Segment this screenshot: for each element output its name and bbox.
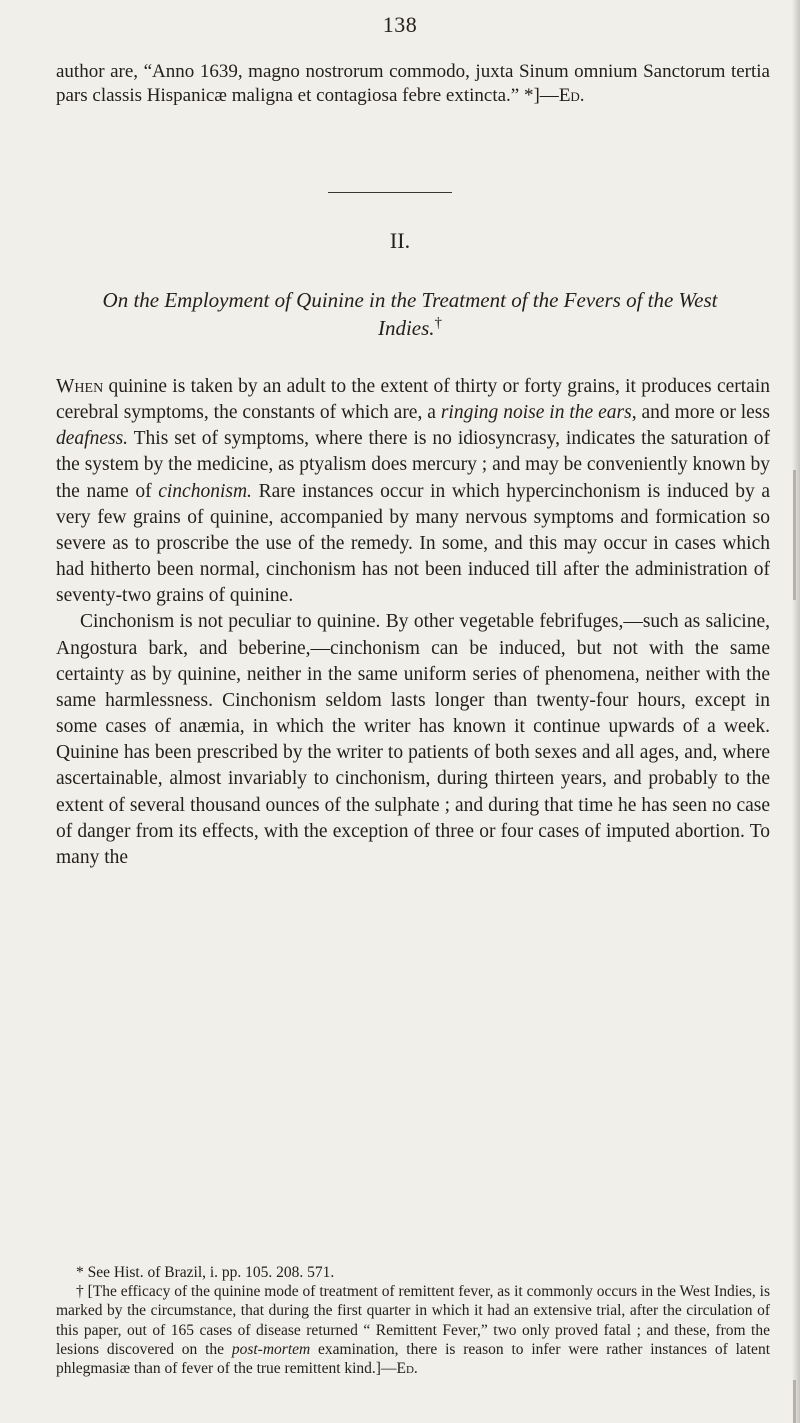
scan-edge-mark — [793, 1380, 796, 1423]
footnote-star: * See Hist. of Brazil, i. pp. 105. 208. 571. — [76, 1264, 335, 1281]
section-numeral: II. — [389, 228, 411, 253]
paragraph — [56, 374, 770, 609]
emphasis-text: ringing noise in the ears — [440, 402, 632, 424]
emphasis-text: cinchonism. — [158, 480, 252, 502]
emphasis-text: deafness. — [56, 428, 129, 450]
footnotes — [56, 1263, 770, 1378]
paragraph-text: Rare instances occur in which hypercinchonism is induced by a very few grains of quinine, accompanied by many nervous symptoms and formication so severe as to proscribe the use of the remedy. In some, and this may occur in cases which had hitherto been normal, cinchonism has not been induced till after the administration of seventy-two grains of quinine. — [56, 480, 770, 607]
page-number: 138 — [382, 12, 418, 37]
section-title-text: On the Employment of Quinine in the Treatment of the Fevers of the West Indies. — [102, 288, 718, 340]
lead-word: When — [56, 376, 104, 397]
page-edge-shadow — [792, 0, 800, 1423]
editor-signature: Ed. — [396, 1360, 418, 1378]
carryover-paragraph — [56, 60, 770, 108]
section-title — [70, 286, 750, 342]
section-divider — [328, 192, 452, 193]
footnote-text: † [The efficacy of the quinine mode of treatment of remittent fever, as it commonly occurs in the West Indies, is marked by the circumstance, that during the first quarter in which it had an extensive trial, after the circulation of this paper, out of 165 cases of disease returned “ Remittent Fever,” two only proved fatal ; and these, from the lesions discovered on the — [56, 1283, 770, 1358]
footnote-emphasis: post-mortem — [231, 1340, 311, 1358]
paragraph-text: quinine is taken by an adult to the extent of thirty or forty grains, it produces certain cerebral symptoms, the constants of which are, a — [56, 376, 770, 424]
scan-edge-mark — [793, 470, 796, 600]
footnote-dagger — [56, 1282, 770, 1378]
carryover-text: author are, “Anno 1639, magno nostrorum commodo, juxta Sinum omnium Sanctorum tertia pars classis Hispanicæ maligna et contagiosa febre extincta.” *]— — [56, 61, 770, 106]
footnote-text: examination, there is reason to infer were rather instances of latent phlegmasiæ than of fever of the true remittent kind.]— — [56, 1340, 770, 1378]
paragraph-text: This set of symptoms, where there is no idiosyncrasy, indicates the saturation of the system by the medicine, as ptyalism does mercury ; and may be conveniently known by the name of — [56, 428, 770, 502]
article-body — [56, 374, 770, 871]
paragraph-text: , and more or less — [631, 402, 770, 424]
editor-signature: Ed. — [558, 85, 585, 106]
title-footnote-mark: † — [434, 315, 443, 331]
paragraph: Cinchonism is not peculiar to quinine. By other vegetable febrifuges,—such as salicine, Angostura bark, and beberine,—cinchonism can be induced, but not with the same certainty as by quinine, neither in the same uniform series of phenomena, neither with the same harmlessness. Cinchonism seldom lasts longer than twenty-four hours, except in some cases of anæmia, in which the writer has known it continue upwards of a week. Quinine has been prescribed by the writer to patients of both sexes and all ages, and, where ascertainable, almost invariably to cinchonism, during thirteen years, and probably to the extent of several thousand ounces of the sulphate ; and during that time he has seen no case of danger from its effects, with the exception of three or four cases of imputed abortion. To many the — [56, 611, 770, 868]
